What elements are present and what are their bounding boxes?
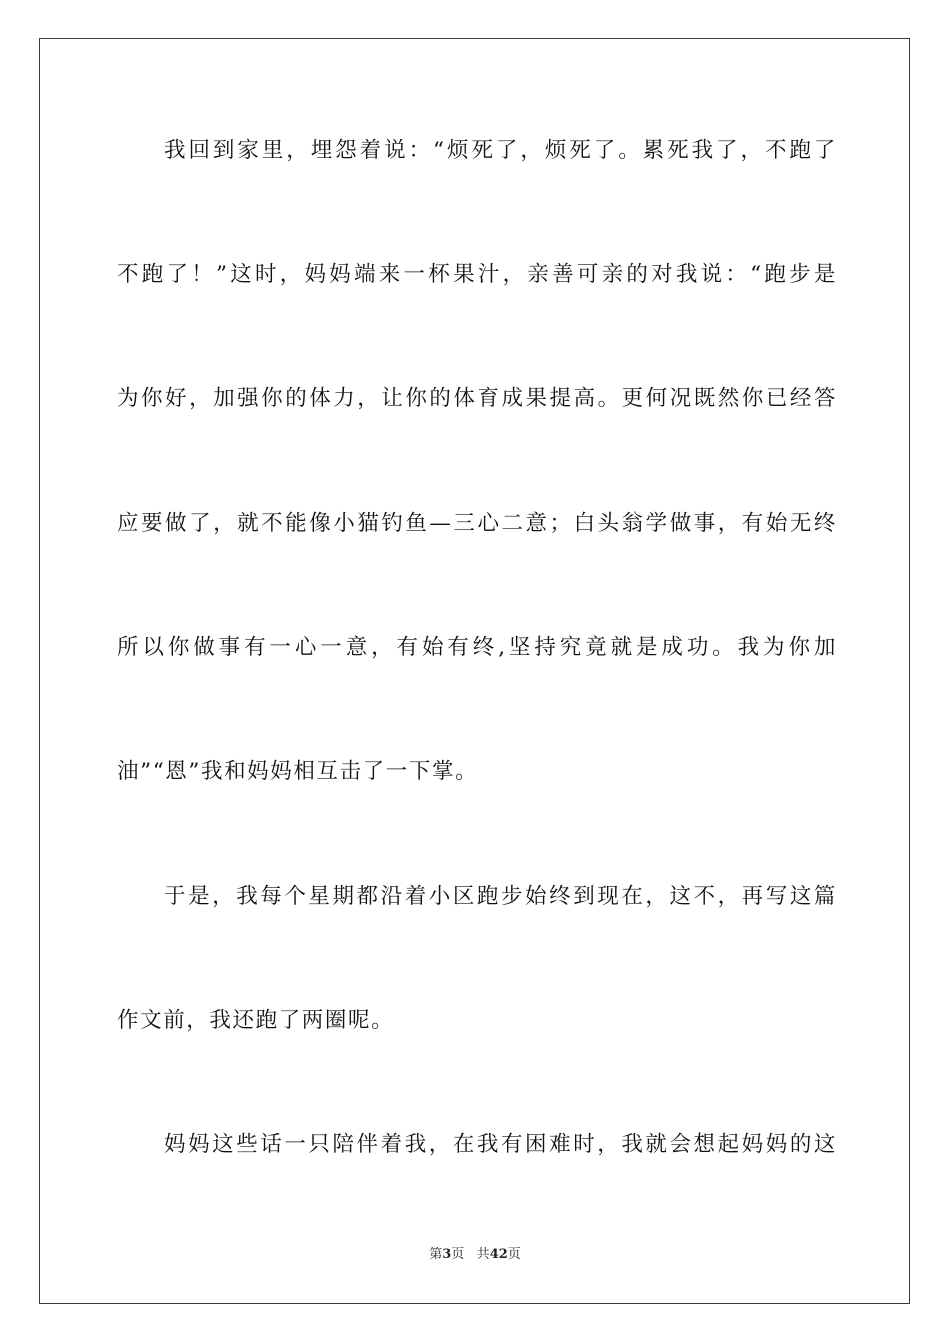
- paragraph-line-9: 妈妈这些话一只陪伴着我，在我有困难时，我就会想起妈妈的这: [164, 1132, 837, 1157]
- total-prefix: 共: [476, 1247, 490, 1262]
- page-number: 3: [442, 1247, 452, 1262]
- paragraph-line-5: 所以你做事有一心一意，有始有终,坚持究竟就是成功。我为你加: [117, 635, 837, 660]
- paragraph-line-7: 于是，我每个星期都沿着小区跑步始终到现在，这不，再写这篇: [164, 884, 837, 909]
- paragraph-line-4: 应要做了，就不能像小猫钓鱼—三心二意；白头翁学做事，有始无终: [117, 511, 837, 536]
- paragraph-line-3: 为你好，加强你的体力，让你的体育成果提高。更何况既然你已经答: [117, 386, 837, 411]
- page-prefix: 第: [429, 1247, 443, 1262]
- paragraph-line-6: 油”“恩”我和妈妈相互击了一下掌。: [117, 759, 479, 784]
- total-suffix: 页: [507, 1247, 521, 1262]
- paragraph-line-8: 作文前，我还跑了两圈呢。: [117, 1008, 395, 1033]
- paragraph-line-2: 不跑了！”这时，妈妈端来一杯果汁，亲善可亲的对我说：“跑步是: [117, 262, 837, 287]
- paragraph-line-1: 我回到家里，埋怨着说：“烦死了，烦死了。累死我了，不跑了: [164, 138, 837, 163]
- total-pages: 42: [489, 1247, 508, 1262]
- page-footer: [0, 1246, 950, 1264]
- page-suffix: 页: [451, 1247, 465, 1262]
- page-border: [39, 38, 910, 1304]
